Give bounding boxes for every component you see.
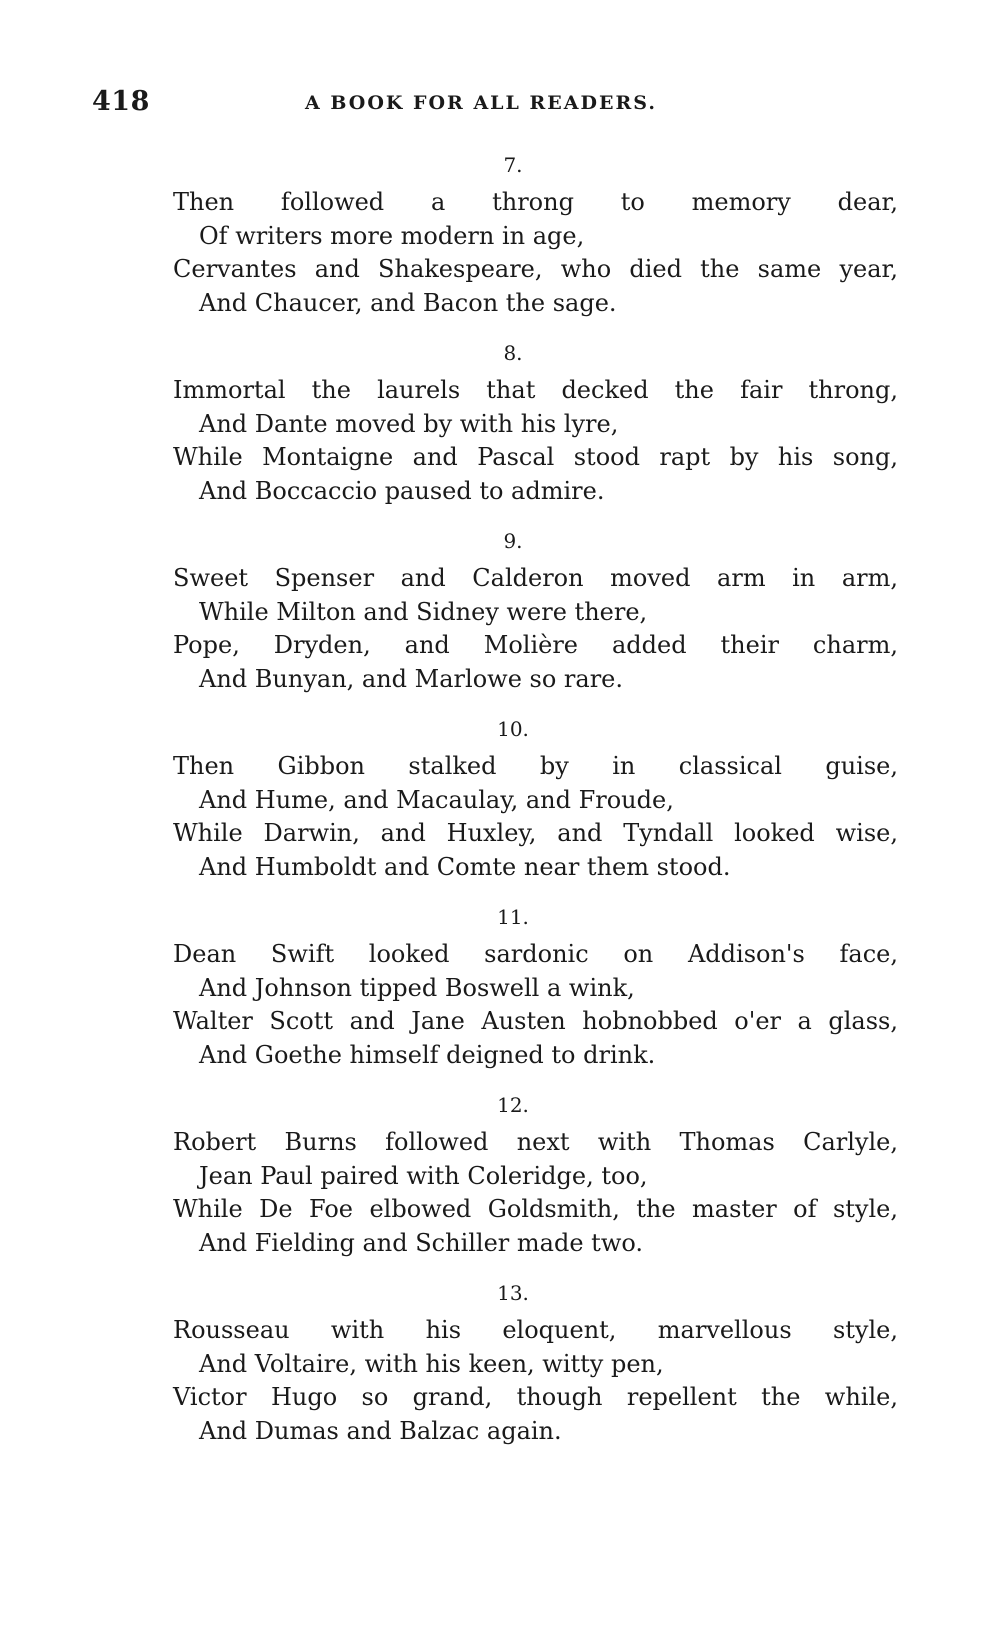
verse-line: And Bunyan, and Marlowe so rare. <box>199 664 624 693</box>
verse-line: Rousseau with his eloquent, marvellous style, <box>173 1316 898 1344</box>
verse-line: And Fielding and Schiller made two. <box>199 1228 644 1257</box>
stanza <box>173 902 913 1072</box>
verse-line: Immortal the laurels that decked the fair throng, <box>173 376 898 404</box>
running-title: A BOOK FOR ALL READERS. <box>305 92 657 114</box>
verse-line: And Humboldt and Comte near them stood. <box>199 852 731 881</box>
verse-line: Cervantes and Shakespeare, who died the same year, <box>173 255 898 283</box>
stanza-number: 8. <box>503 341 523 365</box>
verse-line: Pope, Dryden, and Molière added their charm, <box>173 631 898 659</box>
stanza-number: 11. <box>497 905 529 929</box>
verse-line: Robert Burns followed next with Thomas Carlyle, <box>173 1128 898 1156</box>
poem-body <box>173 150 913 1466</box>
stanza-number: 10. <box>497 717 529 741</box>
stanza <box>173 1278 913 1448</box>
verse-line: Then followed a throng to memory dear, <box>173 188 898 216</box>
verse-line: And Johnson tipped Boswell a wink, <box>199 973 635 1002</box>
stanza-number: 13. <box>497 1281 529 1305</box>
stanza-number: 7. <box>503 153 523 177</box>
stanza <box>173 1090 913 1260</box>
verse-line: While Darwin, and Huxley, and Tyndall looked wise, <box>173 819 898 847</box>
stanza <box>173 526 913 696</box>
verse-line: While De Foe elbowed Goldsmith, the master of style, <box>173 1195 898 1223</box>
verse-line: Victor Hugo so grand, though repellent the while, <box>173 1383 898 1411</box>
verse-line: Of writers more modern in age, <box>199 221 585 250</box>
verse-line: While Milton and Sidney were there, <box>199 597 648 626</box>
verse-line: And Hume, and Macaulay, and Froude, <box>199 785 674 814</box>
page-number: 418 <box>92 86 150 117</box>
verse-line: Jean Paul paired with Coleridge, too, <box>199 1161 648 1190</box>
stanza <box>173 150 913 320</box>
verse-line: Then Gibbon stalked by in classical guise, <box>173 752 898 780</box>
verse-line: And Voltaire, with his keen, witty pen, <box>199 1349 664 1378</box>
verse-line: While Montaigne and Pascal stood rapt by his song, <box>173 443 898 471</box>
verse-line: And Goethe himself deigned to drink. <box>199 1040 656 1069</box>
stanza <box>173 714 913 884</box>
verse-line: And Dante moved by with his lyre, <box>199 409 619 438</box>
verse-line: And Chaucer, and Bacon the sage. <box>199 288 617 317</box>
verse-line: And Boccaccio paused to admire. <box>199 476 605 505</box>
stanza-number: 9. <box>503 529 523 553</box>
verse-line: Sweet Spenser and Calderon moved arm in arm, <box>173 564 898 592</box>
verse-line: Dean Swift looked sardonic on Addison's face, <box>173 940 898 968</box>
stanza <box>173 338 913 508</box>
stanza-number: 12. <box>497 1093 529 1117</box>
verse-line: And Dumas and Balzac again. <box>199 1416 562 1445</box>
verse-line: Walter Scott and Jane Austen hobnobbed o'er a glass, <box>173 1007 898 1035</box>
